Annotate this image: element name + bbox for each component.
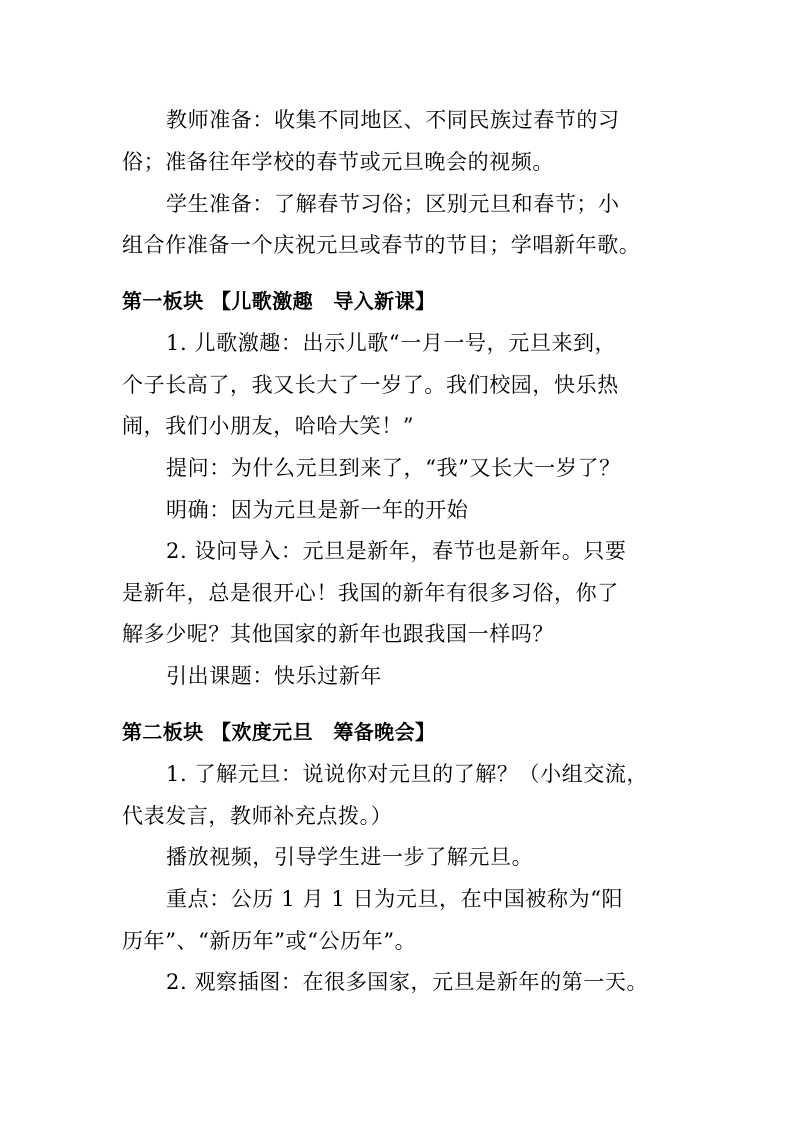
paragraph-line: 引出课题：快乐过新年: [166, 664, 382, 688]
paragraph-line: 2. 观察插图：在很多国家，元旦是新年的第一天。: [166, 970, 649, 994]
paragraph-line: 提问：为什么元旦到来了，“我”又长大一岁了？: [166, 456, 621, 480]
paragraph-line: 2. 设问导入：元旦是新年，春节也是新年。只要: [166, 539, 627, 563]
paragraph-line: 1. 儿歌激趣：出示儿歌“一月一号，元旦来到，: [166, 331, 617, 355]
paragraph-line: 组合作准备一个庆祝元旦或春节的节目；学唱新年歌。: [122, 233, 641, 257]
paragraph-line: 明确：因为元旦是新一年的开始: [166, 498, 469, 522]
paragraph-line: 重点：公历 1 月 1 日为元旦，在中国被称为“阳: [166, 887, 624, 911]
paragraph-line: 闹，我们小朋友，哈哈大笑！”: [122, 414, 415, 438]
paragraph-line: 俗；准备往年学校的春节或元旦晚会的视频。: [122, 150, 554, 174]
paragraph-line: 教师准备：收集不同地区、不同民族过春节的习: [166, 108, 620, 132]
paragraph-line: 播放视频，引导学生进一步了解元旦。: [166, 845, 534, 869]
paragraph-line: 代表发言，教师补充点拨。）: [122, 804, 393, 828]
section-heading: 第二板块 【欢度元旦 筹备晚会】: [122, 720, 436, 744]
paragraph-line: 是新年，总是很开心！我国的新年有很多习俗，你了: [122, 581, 619, 605]
section-heading: 第一板块 【儿歌激趣 导入新课】: [122, 289, 436, 313]
paragraph-line: 解多少呢？其他国家的新年也跟我国一样吗？: [122, 622, 554, 646]
paragraph-line: 个子长高了，我又长大了一岁了。我们校园，快乐热: [122, 373, 619, 397]
paragraph-line: 学生准备：了解春节习俗；区别元旦和春节；小: [166, 192, 620, 216]
paragraph-line: 1. 了解元旦：说说你对元旦的了解？（小组交流，: [166, 762, 649, 786]
paragraph-line: 历年”、“新历年”或“公历年”。: [122, 929, 417, 953]
